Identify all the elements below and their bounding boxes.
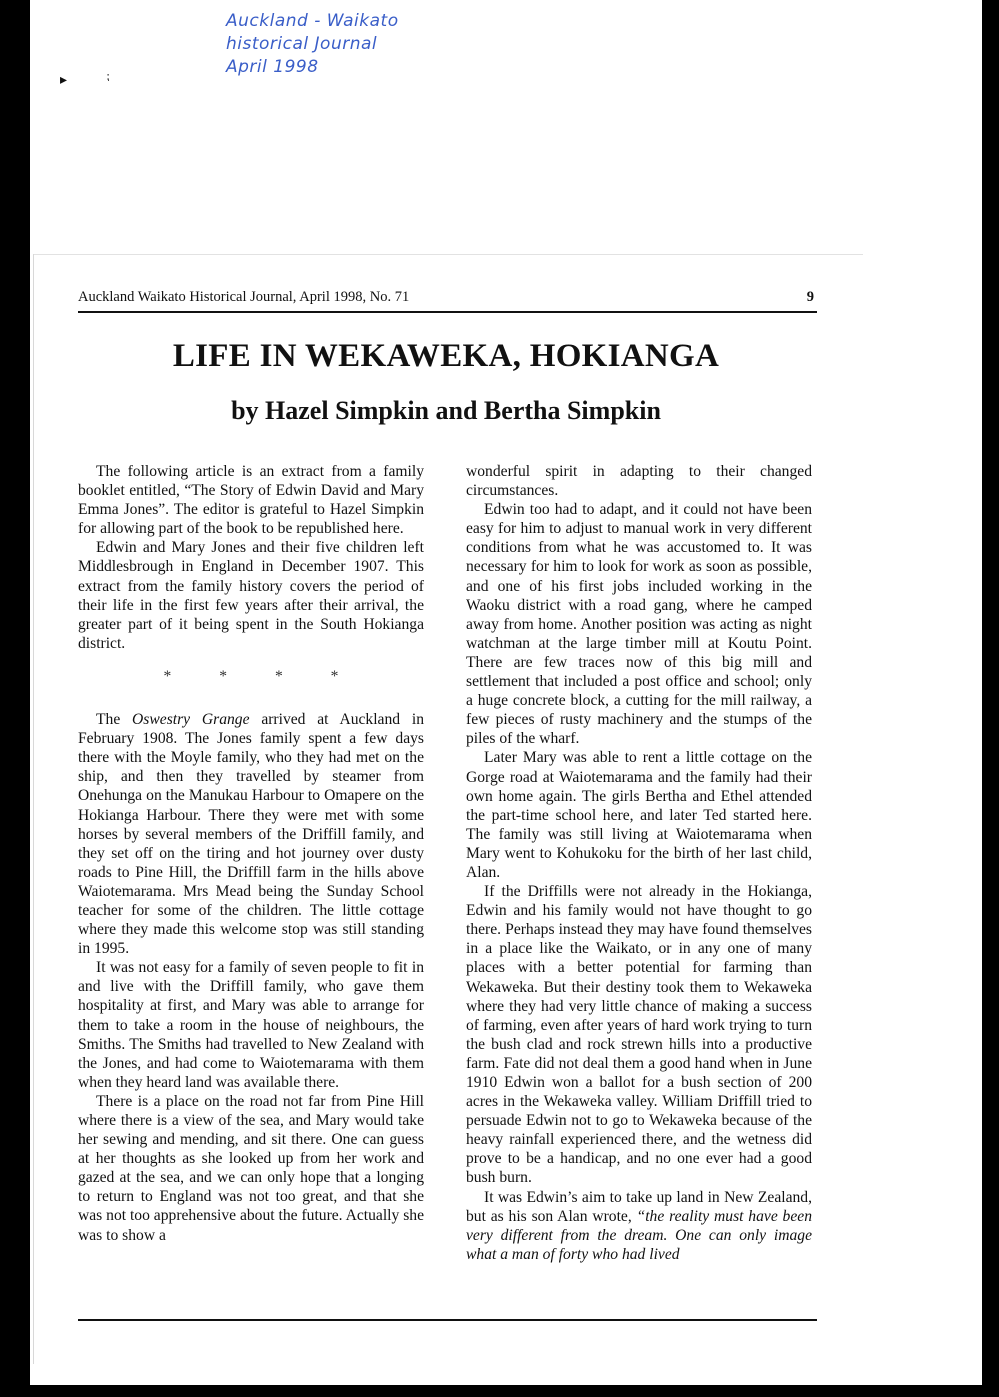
header-rule (78, 311, 817, 313)
section-separator: * * * * (163, 667, 361, 685)
body-paragraph-continued: wonderful spirit in adapting to their changed circumstances. (466, 463, 812, 500)
footer-rule (78, 1319, 817, 1321)
left-column (78, 462, 424, 1245)
body-paragraph: There is a place on the road not far from Pine Hill where there is a view of the sea, and Mary would take her sewing and mending, and sit there. One can guess at her thoughts as she looked up from her work and gazed at the sea, and we can only hope that a longing to return to England was not too great, and that she was not too apprehensive about the future. Actually she was to show a (78, 1092, 425, 1244)
journal-citation: Auckland Waikato Historical Journal, April 1998, No. 71 (78, 289, 410, 305)
scanned-page (30, 0, 982, 1385)
body-paragraph: It was not easy for a family of seven people to fit in and live with the Driffill family, who gave them hospitality at first, and Mary was able to arrange for them to take a room in the house of neighbours, the Smiths. The Smiths had travelled to New Zealand with the Jones, and had come to Waiotemarama with them when they heard land was available there. (78, 959, 424, 1091)
bullet-mark-icon: ▸ (60, 72, 68, 88)
intro-paragraph: The following article is an extract from a family booklet entitled, “The Story of Edwin David and Mary Emma Jones”. The editor is grateful to Hazel Simpkin for allowing part of the book to be republished here. (78, 463, 424, 538)
annotation-line: April 1998 (226, 57, 319, 77)
running-head (78, 289, 814, 306)
sheet-edge-left (33, 254, 34, 1364)
handwritten-annotation (226, 10, 486, 79)
text-run: arrived at Auckland in February 1908. The Jones family spent a few days there with the Moyle family, who they had met on the ship, and then they travelled by steamer from Onehunga on the Manukau Harbour to Omapere on the Hokianga Harbour. There they were met with some horses by several members of the Driffill family, and they set off on the tiring and hot journey over dusty roads to Pine Hill, the Driffill farm in the hills above Waiotemarama. Mrs Mead being the Sunday School teacher for some of the children. The little cottage where they made this welcome stop was still standing in 1995. (78, 711, 424, 958)
page-number: 9 (806, 289, 814, 305)
quotation: “the reality must have been very different from the dream. One can only image what a man of forty who had lived (466, 1207, 812, 1263)
body-paragraph: If the Driffills were not already in the Hokianga, Edwin and his family would not have thought to go there. Perhaps instead they may have found themselves in a place like the Waikato, or in any one of many places with a better potential for farming than Wekaweka. But their destiny took them to Wekaweka where they had very little chance of making a success of farming, even after years of hard work trying to turn the bush clad and rock strewn hills into a productive farm. Fate did not deal them a good hand when in June 1910 Edwin won a ballot for a bush section of 200 acres in the Wekaweka valley. William Driffill tried to persuade Edwin not to go to Wekaweka because of the heavy rainfall experienced there, and the wetness did prove to be a handicap, and no one ever had a good bush burn. (466, 883, 812, 1187)
body-paragraph (78, 710, 424, 958)
annotation-line: historical Journal (226, 34, 378, 54)
article-byline: by Hazel Simpkin and Bertha Simpkin (231, 396, 661, 425)
right-column (466, 462, 812, 1264)
text-run: The (96, 711, 133, 729)
body-paragraph: Edwin too had to adapt, and it could not have been easy for him to adjust to manual work in very different conditions from what he was accustomed to. It was necessary for him to look for work as soon as possible, and one of his first jobs included working in the Waoku district with a road gang, where he camped away from home. Another position was acting as night watchman at the large timber mill at Koutu Point. There are few traces now of this big mill and settlement that included a post office and school; only a huge concrete block, a cutting for the mill railway, a few pieces of rusty machinery and the stumps of the piles of the wharf. (466, 501, 812, 748)
annotation-line: Auckland - Waikato (226, 11, 399, 31)
intro-paragraph: Edwin and Mary Jones and their five children left Middlesbrough in England in December 1907. This extract from the family history covers the period of their life in the first few years after their arrival, the greater part of it being spent in the South Hokianga district. (78, 539, 424, 652)
sheet-edge-top (33, 254, 863, 255)
text-run: It was Edwin’s aim to take up land in New Zealand, but as his son Alan wrote, (466, 1188, 812, 1225)
article-title: LIFE IN WEKAWEKA, HOKIANGA (172, 338, 720, 374)
ship-name: Oswestry Grange (132, 711, 250, 729)
tick-mark-icon: ⁏ (106, 70, 110, 83)
body-paragraph: Later Mary was able to rent a little cottage on the Gorge road at Waiotemarama and the family had their own home again. The girls Bertha and Ethel attended the part-time school here, and later Ted started here. The family was still living at Waiotemarama when Mary went to Kohukoku for the birth of her last child, Alan. (466, 749, 812, 881)
body-paragraph (466, 1188, 812, 1264)
